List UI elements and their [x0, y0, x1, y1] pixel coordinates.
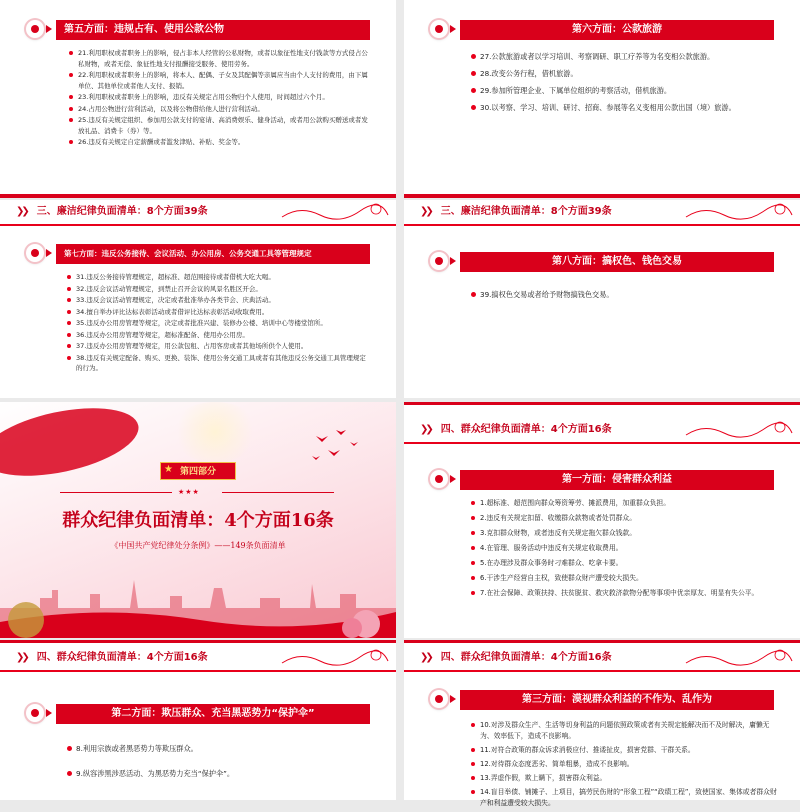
bullet-circle-icon	[430, 470, 448, 488]
rule-list	[470, 288, 780, 305]
section-title	[420, 200, 612, 224]
list-item: 35.违反办公用房管理等规定，决定或者批准兴建、装修办公楼、培训中心等楼堂馆所。	[66, 318, 372, 329]
chevron-right-icon: ❯❯	[420, 206, 431, 217]
list-item: 2.违反有关规定扣留、收缴群众款物或者处罚群众。	[470, 513, 780, 524]
section-title-text: 四、群众纪律负面清单：4个方面16条	[440, 652, 612, 663]
list-item: 8.利用宗族或者黑恶势力等欺压群众。	[66, 742, 376, 755]
slide-fifth-aspect[interactable]	[0, 0, 396, 198]
bullet-circle-icon	[26, 20, 44, 38]
slide-bottom-rule	[0, 194, 396, 198]
section-title-text: 三、廉洁纪律负面清单：8个方面39条	[36, 206, 208, 217]
cloud-ornament-icon	[280, 647, 390, 669]
section-title-text: 三、廉洁纪律负面清单：8个方面39条	[440, 206, 612, 217]
list-item: 21.利用职权或者职务上的影响，侵占非本人经管的公私财物，或者以象征性地支付钱款等方式侵占公私财物，或者无偿、象征性地支付报酬接受服务、使用劳务。	[68, 48, 370, 69]
rule-list	[470, 498, 780, 603]
city-skyline-icon	[0, 568, 396, 638]
slide-top-rule	[0, 640, 396, 643]
rule-list	[66, 272, 372, 375]
divider	[222, 492, 334, 493]
aspect-banner: 第五方面：违规占有、使用公款公物	[56, 20, 370, 40]
aspect-banner: 第三方面：漠视群众利益的不作为、乱作为	[460, 690, 774, 710]
chevron-right-icon: ❯❯	[16, 652, 27, 663]
list-item: 11.对符合政策的群众诉求消极应付、推诿扯皮，损害党群、干群关系。	[470, 745, 780, 756]
list-item: 13.弄虚作假，欺上瞒下，损害群众利益。	[470, 773, 780, 784]
chevron-right-icon: ❯❯	[420, 652, 431, 663]
aspect-banner: 第二方面：欺压群众、充当黑恶势力“保护伞”	[56, 704, 370, 724]
section-header	[0, 200, 396, 226]
aspect-banner: 第八方面：搞权色、钱色交易	[460, 252, 774, 272]
list-item: 25.违反有关规定组织、参加用公款支付的宴请、高消费娱乐、健身活动，或者用公款购买赠送或者发放礼品、消费卡（券）等。	[68, 115, 370, 136]
list-item: 37.违反办公用房管理等规定，用公款包租、占用客房或者其他场所供个人使用。	[66, 341, 372, 352]
section-header	[0, 646, 396, 672]
cloud-ornament-icon	[684, 201, 794, 223]
list-item: 24.占用公物进行营利活动，以及将公物借给他人进行营利活动。	[68, 104, 370, 115]
section-title-text: 四、群众纪律负面清单：4个方面16条	[36, 652, 208, 663]
list-item: 39.搞权色交易或者给予财物搞钱色交易。	[470, 288, 780, 301]
rule-list	[68, 48, 370, 149]
list-item: 9.纵容涉黑涉恶活动、为黑恶势力充当“保护伞”。	[66, 767, 376, 780]
list-item: 14.盲目举债、铺摊子、上项目，搞劳民伤财的“形象工程”“政绩工程”，致使国家、集体或者群众财产和利益遭受较大损失。	[470, 787, 780, 809]
slide-seventh-aspect[interactable]	[0, 200, 396, 398]
list-item: 28.改变公务行程，借机旅游。	[470, 67, 780, 80]
section-header	[404, 646, 800, 672]
rule-list	[470, 50, 780, 118]
divider	[60, 492, 172, 493]
list-item: 6.干涉生产经营自主权，致使群众财产遭受较大损失。	[470, 573, 780, 584]
slide-sixth-aspect[interactable]	[404, 0, 800, 198]
list-item: 30.以考察、学习、培训、研讨、招商、参展等名义变相用公款出国（境）旅游。	[470, 101, 780, 114]
aspect-banner: 第七方面：违反公务接待、会议活动、办公用房、公务交通工具等管理规定	[56, 244, 370, 264]
slide-top-rule	[404, 402, 800, 405]
list-item: 32.违反会议活动管理规定，到禁止召开会议的风景名胜区开会。	[66, 284, 372, 295]
list-item: 23.利用职权或者职务上的影响，违反有关规定占用公物归个人使用，时间超过六个月。	[68, 92, 370, 103]
bullet-circle-icon	[26, 704, 44, 722]
list-item: 1.超标准、超范围向群众筹资筹劳、摊派费用，加重群众负担。	[470, 498, 780, 509]
slide-top-rule	[404, 640, 800, 643]
list-item: 29.参加所管理企业、下属单位组织的考察活动，借机旅游。	[470, 84, 780, 97]
bullet-circle-icon	[430, 20, 448, 38]
section-title	[420, 418, 612, 442]
slide-second-aspect[interactable]	[0, 640, 396, 800]
list-item: 10.对涉及群众生产、生活等切身利益的问题依照政策或者有关规定能解决而不及时解决，庸懒无为、效率低下，造成不良影响。	[470, 720, 780, 742]
section-title	[16, 200, 208, 224]
list-item: 33.违反会议活动管理规定，决定或者批准举办各类节会、庆典活动。	[66, 295, 372, 306]
slide-part-four-cover[interactable]	[0, 402, 396, 638]
bullet-circle-icon	[430, 690, 448, 708]
section-title-text: 四、群众纪律负面清单：4个方面16条	[440, 424, 612, 435]
doves-icon	[306, 426, 366, 466]
list-item: 12.对待群众态度恶劣、简单粗暴，造成不良影响。	[470, 759, 780, 770]
section-title	[420, 646, 612, 670]
part-tag-text: 第四部分	[179, 467, 216, 477]
slide-third-aspect[interactable]	[404, 640, 800, 807]
bullet-circle-icon	[26, 244, 44, 262]
list-item: 27.公款旅游或者以学习培训、考察调研、职工疗养等为名变相公款旅游。	[470, 50, 780, 63]
sunburst-glow	[170, 402, 260, 462]
slide-first-aspect[interactable]	[404, 402, 800, 638]
list-item: 31.违反公务接待管理规定，超标准、超范围接待或者借机大吃大喝。	[66, 272, 372, 283]
list-item: 3.克扣群众财物，或者违反有关规定拖欠群众钱款。	[470, 528, 780, 539]
list-item: 38.违反有关规定配备、购买、更换、装饰、使用公务交通工具或者有其他违反公务交通工具管理规定的行为。	[66, 353, 372, 374]
slide-eighth-aspect[interactable]	[404, 200, 800, 398]
list-item: 26.违反有关规定自定薪酬或者滥发津贴、补贴、奖金等。	[68, 137, 370, 148]
cover-title: 群众纪律负面清单：4个方面16条	[62, 510, 334, 531]
three-stars-icon: ★★★	[178, 488, 200, 496]
cover-subtitle: 《中国共产党纪律处分条例》——149条负面清单	[110, 541, 286, 550]
list-item: 34.擅自举办评比达标表彰活动或者借评比达标表彰活动收取费用。	[66, 307, 372, 318]
rule-list	[66, 742, 376, 784]
list-item: 36.违反办公用房管理等规定，超标准配备、使用办公用房。	[66, 330, 372, 341]
section-header	[404, 418, 800, 444]
cloud-ornament-icon	[280, 201, 390, 223]
aspect-banner: 第一方面：侵害群众利益	[460, 470, 774, 490]
chevron-right-icon: ❯❯	[16, 206, 27, 217]
section-title	[16, 646, 208, 670]
list-item: 22.利用职权或者职务上的影响，将本人、配偶、子女及其配偶等亲属应当由个人支付的费用，由下属单位、其他单位或者他人支付、报销。	[68, 70, 370, 91]
list-item: 5.在办理涉及群众事务时刁难群众、吃拿卡要。	[470, 558, 780, 569]
list-item: 4.在管理、服务活动中违反有关规定收取费用。	[470, 543, 780, 554]
cloud-ornament-icon	[684, 647, 794, 669]
cloud-ornament-icon	[684, 419, 794, 441]
slide-bottom-rule	[404, 194, 800, 198]
list-item: 7.在社会保障、政策扶持、扶贫脱贫、救灾救济款物分配等事项中优亲厚友、明显有失公平。	[470, 588, 780, 599]
aspect-banner: 第六方面：公款旅游	[460, 20, 774, 40]
star-icon: ★	[164, 464, 173, 475]
chevron-right-icon: ❯❯	[420, 424, 431, 435]
bullet-circle-icon	[430, 252, 448, 270]
rule-list	[470, 720, 780, 812]
section-header	[404, 200, 800, 226]
